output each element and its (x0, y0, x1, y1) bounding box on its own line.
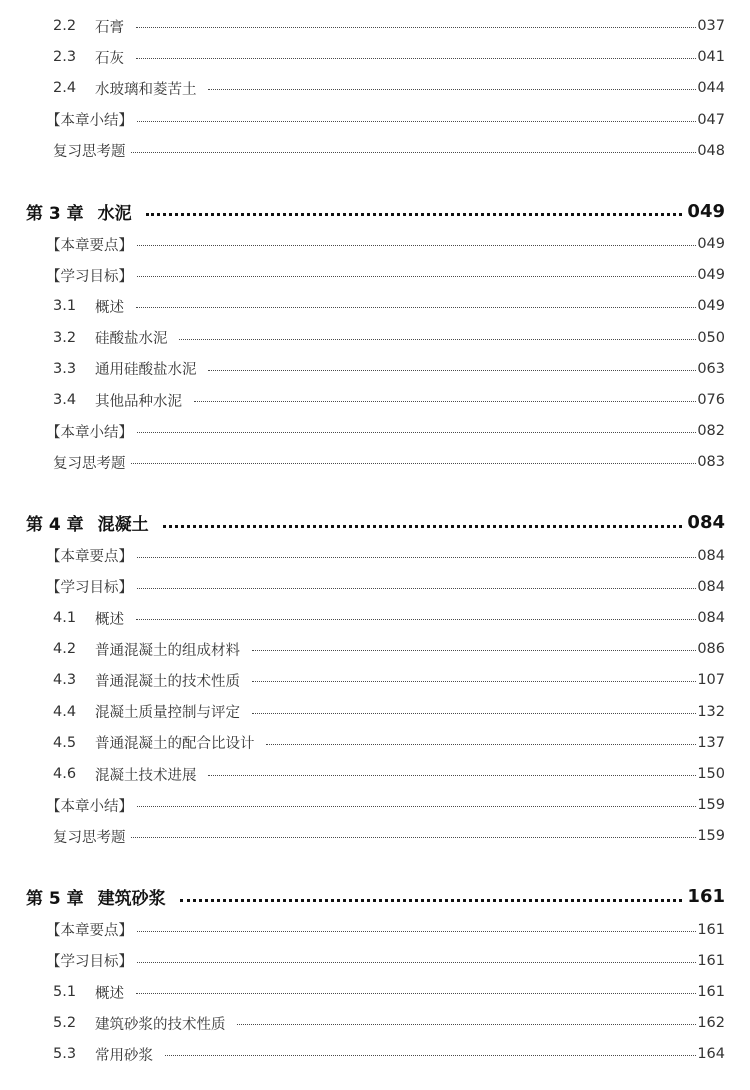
chapter-title (26, 884, 174, 909)
entry-page-number: 050 (697, 329, 725, 346)
toc-entry[interactable] (0, 1041, 750, 1067)
entry-page-number: 159 (697, 797, 725, 814)
dot-leader (179, 337, 696, 340)
dot-leader (208, 87, 696, 90)
section-number: 5.1 (53, 984, 77, 1000)
section-number: 2.4 (53, 80, 77, 97)
toc-entry[interactable] (0, 13, 750, 39)
entry-page-number: 076 (697, 392, 725, 408)
entry-title: 【学习目标】 (46, 265, 137, 286)
chapter-page-number: 049 (687, 200, 725, 222)
entry-page-number: 159 (697, 828, 725, 845)
entry-page-number: 084 (697, 547, 725, 564)
section-number: 4.6 (53, 766, 77, 782)
chapter-name: 混凝土 (97, 515, 149, 536)
section-number: 4.4 (53, 703, 77, 720)
dot-leader (136, 617, 696, 620)
toc-entry[interactable] (0, 44, 750, 70)
entry-title: 普通混凝土的配合比设计 (95, 732, 259, 753)
section-number: 3.4 (53, 392, 77, 408)
dot-leader (136, 991, 696, 994)
dot-leader (135, 243, 696, 246)
toc-entry[interactable] (0, 75, 750, 101)
toc-entry[interactable] (0, 543, 750, 569)
entry-title: 硅酸盐水泥 (95, 327, 172, 348)
dot-leader (136, 56, 696, 59)
entry-page-number: 150 (697, 766, 725, 782)
entry-title: 概述 (95, 982, 128, 1003)
chapter-heading[interactable] (0, 507, 750, 539)
dot-leader (136, 25, 696, 28)
entry-title: 普通混凝土的组成材料 (95, 639, 244, 660)
entry-title: 【本章要点】 (46, 234, 137, 255)
entry-title: 【本章小结】 (46, 795, 137, 816)
entry-title: 石灰 (95, 47, 128, 68)
dot-leader (165, 1053, 696, 1056)
entry-title: 建筑砂浆的技术性质 (95, 1013, 230, 1034)
dot-leader (208, 368, 696, 371)
entry-title: 复习思考题 (53, 452, 130, 473)
toc-entry[interactable] (0, 917, 750, 943)
toc-entry[interactable] (0, 262, 750, 288)
entry-page-number: 132 (697, 703, 725, 720)
entry-page-number: 044 (697, 80, 725, 97)
toc-entry[interactable] (0, 605, 750, 631)
entry-page-number: 047 (697, 111, 725, 128)
entry-page-number: 164 (697, 1046, 725, 1063)
entry-title: 【学习目标】 (46, 576, 137, 597)
dot-leader (194, 399, 696, 402)
entry-title: 混凝土技术进展 (95, 764, 201, 785)
entry-page-number: 137 (697, 734, 725, 751)
section-number: 4.3 (53, 672, 77, 689)
dot-leader (146, 211, 682, 216)
section-number: 5.2 (53, 1015, 77, 1032)
section-number: 3.2 (53, 329, 77, 346)
chapter-number: 第 5 章 (26, 889, 84, 910)
toc-entry[interactable] (0, 761, 750, 787)
entry-title: 复习思考题 (53, 140, 130, 161)
toc-entry[interactable] (0, 792, 750, 818)
chapter-title (26, 199, 140, 224)
toc-entry[interactable] (0, 979, 750, 1005)
dot-leader (237, 1022, 696, 1025)
dot-leader (135, 804, 696, 807)
dot-leader (127, 835, 696, 838)
toc-entry[interactable] (0, 138, 750, 164)
entry-page-number: 049 (697, 267, 725, 284)
dot-leader (135, 555, 696, 558)
dot-leader (252, 711, 696, 714)
dot-leader (266, 742, 696, 745)
toc-entry[interactable] (0, 948, 750, 974)
section-number: 5.3 (53, 1046, 77, 1063)
toc-entry[interactable] (0, 387, 750, 413)
toc-entry[interactable] (0, 823, 750, 849)
entry-title: 【本章小结】 (46, 421, 137, 442)
chapter-title (26, 510, 157, 535)
chapter-heading[interactable] (0, 195, 750, 227)
section-number: 2.3 (53, 49, 77, 66)
toc-entry[interactable] (0, 574, 750, 600)
entry-title: 水玻璃和菱苦土 (95, 78, 201, 99)
dot-leader (208, 773, 696, 776)
entry-page-number: 162 (697, 1015, 725, 1032)
entry-page-number: 041 (697, 49, 725, 66)
toc-entry[interactable] (0, 699, 750, 725)
toc-entry[interactable] (0, 667, 750, 693)
toc-entry[interactable] (0, 325, 750, 351)
section-number: 2.2 (53, 18, 77, 34)
chapter-page-number: 084 (687, 512, 725, 534)
entry-title: 【本章要点】 (46, 545, 137, 566)
dot-leader (127, 150, 696, 153)
entry-page-number: 084 (697, 610, 725, 626)
entry-page-number: 161 (697, 984, 725, 1000)
entry-title: 其他品种水泥 (95, 390, 186, 411)
section-number: 4.5 (53, 734, 77, 751)
entry-page-number: 107 (697, 672, 725, 689)
toc-entry[interactable] (0, 449, 750, 475)
toc-entry[interactable] (0, 293, 750, 319)
chapter-page-number: 161 (687, 886, 725, 908)
chapter-name: 水泥 (97, 203, 132, 224)
toc-entry[interactable] (0, 418, 750, 444)
section-number: 3.3 (53, 360, 77, 377)
entry-title: 混凝土质量控制与评定 (95, 701, 244, 722)
toc-entry[interactable] (0, 636, 750, 662)
entry-title: 普通混凝土的技术性质 (95, 670, 244, 691)
dot-leader (135, 960, 696, 963)
entry-title: 复习思考题 (53, 826, 130, 847)
entry-page-number: 037 (697, 18, 725, 34)
dot-leader (135, 119, 696, 122)
dot-leader (252, 679, 696, 682)
toc-entry[interactable] (0, 1010, 750, 1036)
section-number: 3.1 (53, 298, 77, 315)
entry-title: 概述 (95, 296, 128, 317)
dot-leader (180, 897, 682, 902)
entry-title: 常用砂浆 (95, 1044, 157, 1065)
entry-page-number: 048 (697, 142, 725, 159)
entry-title: 【本章小结】 (46, 109, 137, 130)
toc-entry[interactable] (0, 356, 750, 382)
dot-leader (252, 648, 696, 651)
dot-leader (135, 274, 696, 277)
entry-page-number: 084 (697, 578, 725, 595)
chapter-number: 第 3 章 (26, 203, 84, 224)
section-number: 4.1 (53, 610, 77, 626)
entry-page-number: 086 (697, 641, 725, 658)
entry-title: 石膏 (95, 16, 128, 37)
entry-title: 通用硅酸盐水泥 (95, 358, 201, 379)
entry-page-number: 049 (697, 236, 725, 252)
dot-leader (127, 461, 696, 464)
section-number: 4.2 (53, 641, 77, 658)
entry-page-number: 161 (697, 952, 725, 969)
chapter-name: 建筑砂浆 (97, 889, 166, 910)
entry-page-number: 082 (697, 423, 725, 440)
toc-entry[interactable] (0, 107, 750, 133)
dot-leader (135, 586, 696, 589)
dot-leader (163, 523, 682, 528)
chapter-heading[interactable] (0, 881, 750, 913)
dot-leader (135, 929, 696, 932)
entry-page-number: 083 (697, 454, 725, 471)
entry-page-number: 063 (697, 360, 725, 377)
dot-leader (136, 305, 696, 308)
entry-title: 【本章要点】 (46, 919, 137, 940)
entry-page-number: 161 (697, 921, 725, 938)
toc-entry[interactable] (0, 730, 750, 756)
entry-page-number: 049 (697, 298, 725, 315)
dot-leader (135, 430, 696, 433)
entry-title: 概述 (95, 608, 128, 629)
toc-entry[interactable] (0, 231, 750, 257)
entry-title: 【学习目标】 (46, 950, 137, 971)
chapter-number: 第 4 章 (26, 515, 84, 536)
